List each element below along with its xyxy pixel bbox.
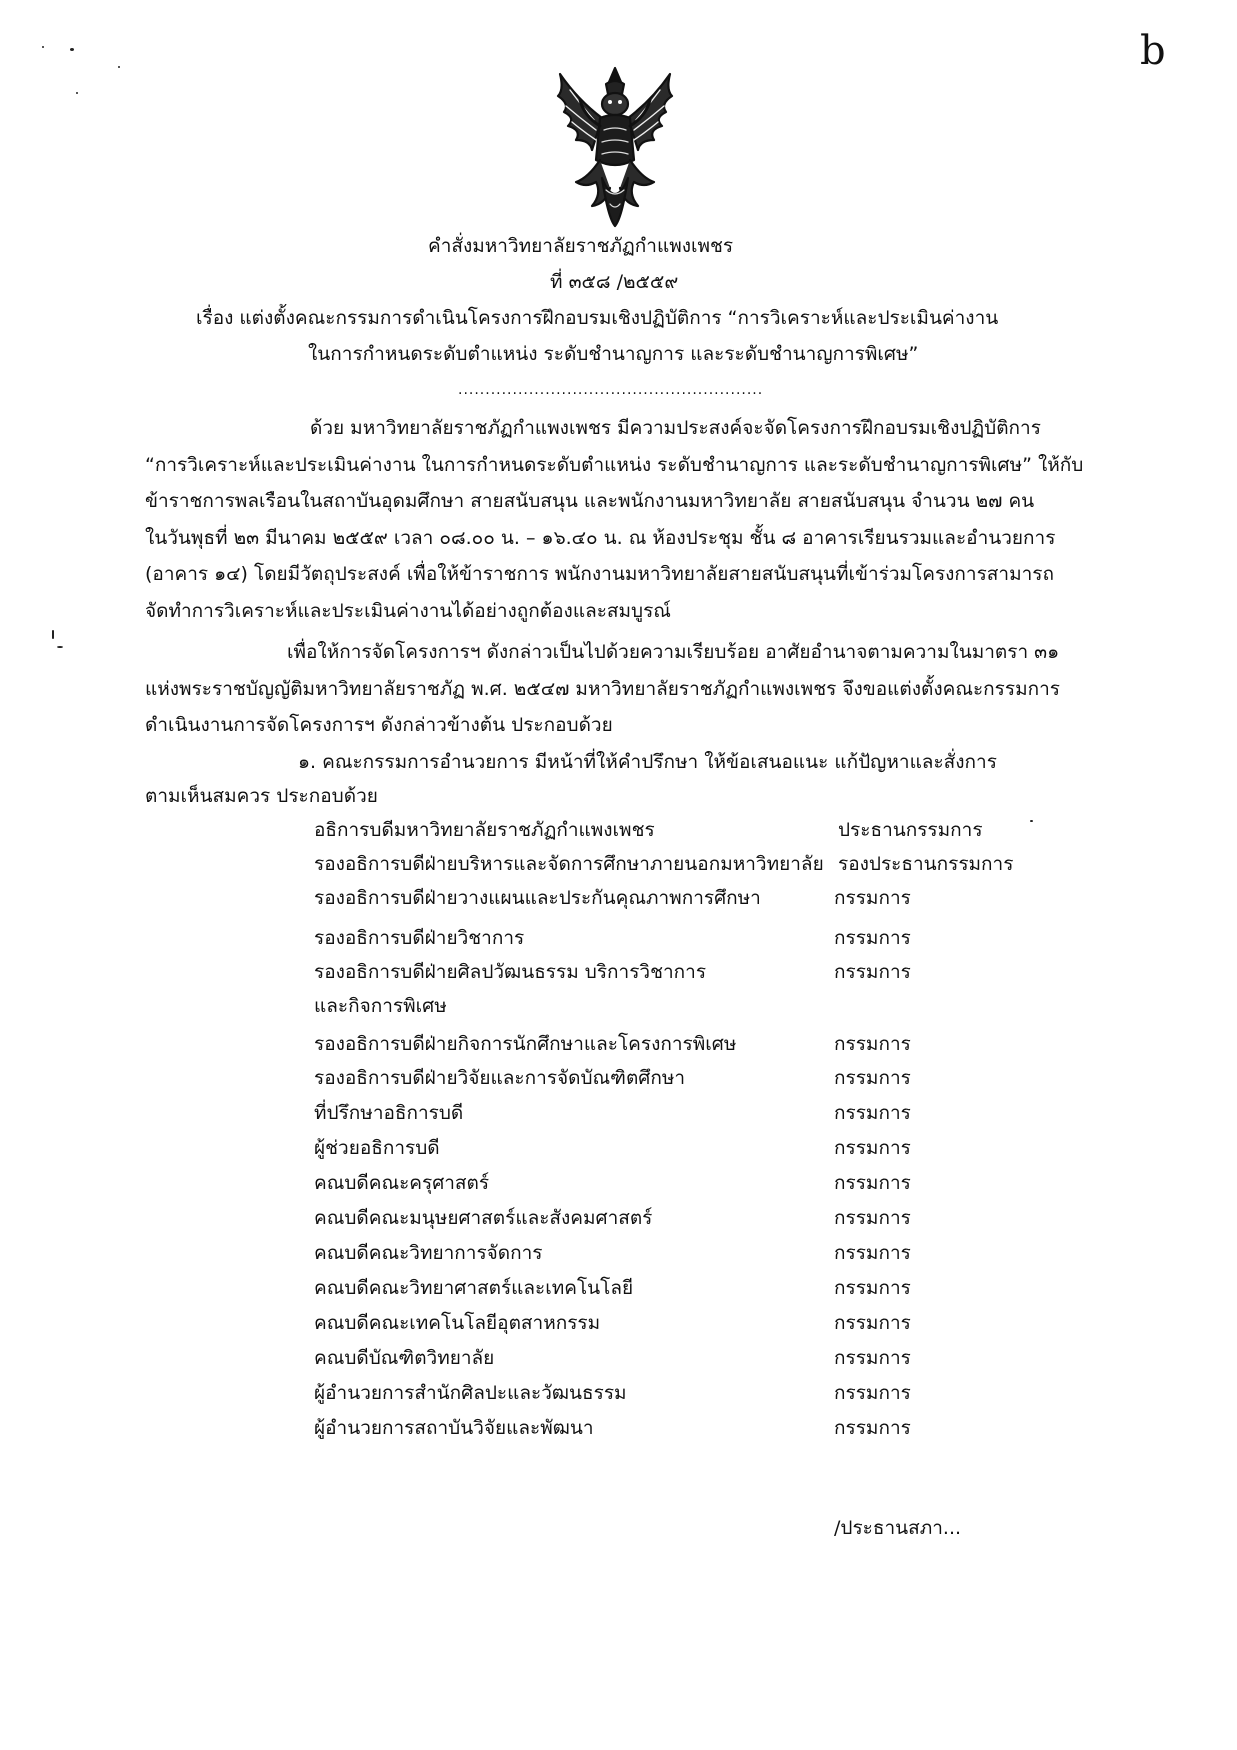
paragraph-line: (อาคาร ๑๔) โดยมีวัตถุประสงค์ เพื่อให้ข้าราชการ พนักงานมหาวิทยาลัยสายสนับสนุนที่เข้าร่วมโครงการสามารถ xyxy=(145,563,1054,585)
paragraph-line: “การวิเคราะห์และประเมินค่างาน ในการกำหนดระดับตำแหน่ง ระดับชำนาญการ และระดับชำนาญการพิเศษ” ให้กับ xyxy=(145,453,1084,476)
member-position: รองอธิการบดีฝ่ายวางแผนและประกันคุณภาพการศึกษา xyxy=(314,887,761,909)
member-role: ประธานกรรมการ xyxy=(838,819,983,841)
scan-speck xyxy=(57,646,63,648)
member-row xyxy=(314,991,1094,1025)
section-1-heading: ๑. คณะกรรมการอำนวยการ มีหน้าที่ให้คำปรึกษา ให้ข้อเสนอแนะ แก้ปัญหาและสั่งการ xyxy=(298,751,997,773)
member-row xyxy=(314,1133,1094,1167)
paragraph-authority xyxy=(145,634,1065,744)
scan-speck xyxy=(76,92,78,94)
scan-speck xyxy=(70,48,74,51)
subject-line-1: เรื่อง แต่งตั้งคณะกรรมการดำเนินโครงการฝึกอบรมเชิงปฏิบัติการ “การวิเคราะห์และประเมินค่างาน xyxy=(196,307,999,329)
member-position: รองอธิการบดีฝ่ายกิจการนักศึกษาและโครงการพิเศษ xyxy=(314,1033,737,1055)
paragraph-line: ด้วย มหาวิทยาลัยราชภัฏกำแพงเพชร มีความประสงค์จะจัดโครงการฝึกอบรมเชิงปฏิบัติการ xyxy=(310,417,1041,439)
member-row xyxy=(314,1029,1094,1063)
member-role: กรรมการ xyxy=(834,1277,911,1299)
subject-line-2: ในการกำหนดระดับตำแหน่ง ระดับชำนาญการ และระดับชำนาญการพิเศษ” xyxy=(308,343,919,365)
member-position: คณบดีคณะวิทยาการจัดการ xyxy=(314,1242,543,1264)
member-position: คณบดีคณะวิทยาศาสตร์และเทคโนโลยี xyxy=(314,1277,634,1299)
member-role: กรรมการ xyxy=(834,1312,911,1334)
member-role: กรรมการ xyxy=(834,1033,911,1055)
member-row xyxy=(314,923,1094,957)
paragraph-line: ในวันพุธที่ ๒๓ มีนาคม ๒๕๕๙ เวลา ๐๘.๐๐ น. – ๑๖.๔๐ น. ณ ห้องประชุม ชั้น ๘ อาคารเรียนรวมและอำนวยการ xyxy=(145,526,1056,549)
paragraph-line: แห่งพระราชบัญญัติมหาวิทยาลัยราชภัฏ พ.ศ. ๒๕๔๗ มหาวิทยาลัยราชภัฏกำแพงเพชร จึงขอแต่งตั้งคณะกรรมการ xyxy=(145,677,1060,700)
section-1-subheading: ตามเห็นสมควร ประกอบด้วย xyxy=(145,785,378,807)
member-role: กรรมการ xyxy=(834,887,911,909)
member-row xyxy=(314,1273,1094,1307)
member-position: อธิการบดีมหาวิทยาลัยราชภัฏกำแพงเพชร xyxy=(314,819,655,841)
member-row xyxy=(314,849,1094,883)
paragraph-line: ดำเนินงานการจัดโครงการฯ ดังกล่าวข้างต้น ประกอบด้วย xyxy=(145,714,613,736)
separator-dots: ........................................................ xyxy=(458,382,764,398)
member-role: กรรมการ xyxy=(834,927,911,949)
member-row xyxy=(314,1378,1094,1412)
member-row xyxy=(314,815,1094,849)
member-position: คณบดีคณะมนุษยศาสตร์และสังคมศาสตร์ xyxy=(314,1207,653,1229)
scan-speck xyxy=(42,46,44,48)
member-role: กรรมการ xyxy=(834,1172,911,1194)
member-position: ผู้ช่วยอธิการบดี xyxy=(314,1137,440,1159)
member-position: คณบดีคณะครุศาสตร์ xyxy=(314,1172,490,1194)
continuation-note: /ประธานสภา... xyxy=(834,1517,962,1539)
member-role: กรรมการ xyxy=(834,1382,911,1404)
member-row xyxy=(314,1203,1094,1237)
paragraph-intro xyxy=(145,410,1084,629)
member-role: กรรมการ xyxy=(834,1067,911,1089)
member-row xyxy=(314,1413,1094,1447)
member-role: กรรมการ xyxy=(834,1242,911,1264)
member-position: รองอธิการบดีฝ่ายวิชาการ xyxy=(314,927,525,949)
paragraph-line: ข้าราชการพลเรือนในสถาบันอุดมศึกษา สายสนับสนุน และพนักงานมหาวิทยาลัย สายสนับสนุน จำนวน ๒๗ คน xyxy=(145,490,1035,512)
scan-speck xyxy=(118,66,120,68)
page-number-mark: b xyxy=(1140,28,1166,74)
member-role: กรรมการ xyxy=(834,1102,911,1124)
member-row xyxy=(314,957,1094,991)
member-position: และกิจการพิเศษ xyxy=(314,995,447,1017)
member-row xyxy=(314,1238,1094,1272)
member-position: รองอธิการบดีฝ่ายศิลปวัฒนธรรม บริการวิชาการ xyxy=(314,961,707,983)
member-row xyxy=(314,1098,1094,1132)
member-position: รองอธิการบดีฝ่ายวิจัยและการจัดบัณฑิตศึกษา xyxy=(314,1067,686,1089)
member-role: กรรมการ xyxy=(834,1207,911,1229)
member-position: คณบดีคณะเทคโนโลยีอุตสาหกรรม xyxy=(314,1312,601,1334)
order-number: ที่ ๓๕๘ /๒๕๕๙ xyxy=(550,271,679,293)
member-position: ผู้อำนวยการสถาบันวิจัยและพัฒนา xyxy=(314,1417,594,1439)
member-role: รองประธานกรรมการ xyxy=(838,853,1014,875)
member-row xyxy=(314,1308,1094,1342)
member-row xyxy=(314,883,1094,917)
member-role: กรรมการ xyxy=(834,1137,911,1159)
order-issuer: คำสั่งมหาวิทยาลัยราชภัฏกำแพงเพชร xyxy=(428,235,734,257)
member-role: กรรมการ xyxy=(834,961,911,983)
member-position: ที่ปรึกษาอธิการบดี xyxy=(314,1102,464,1124)
paragraph-line: เพื่อให้การจัดโครงการฯ ดังกล่าวเป็นไปด้วยความเรียบร้อย อาศัยอำนาจตามความในมาตรา ๓๑ xyxy=(287,641,1060,663)
member-row xyxy=(314,1343,1094,1377)
member-row xyxy=(314,1168,1094,1202)
member-row xyxy=(314,1063,1094,1097)
member-position: ผู้อำนวยการสำนักศิลปะและวัฒนธรรม xyxy=(314,1382,627,1404)
member-position: คณบดีบัณฑิตวิทยาลัย xyxy=(314,1347,495,1369)
scan-speck xyxy=(52,630,54,639)
member-role: กรรมการ xyxy=(834,1417,911,1439)
member-position: รองอธิการบดีฝ่ายบริหารและจัดการศึกษาภายนอกมหาวิทยาลัย xyxy=(314,853,824,875)
member-role: กรรมการ xyxy=(834,1347,911,1369)
paragraph-line: จัดทำการวิเคราะห์และประเมินค่างานได้อย่างถูกต้องและสมบูรณ์ xyxy=(145,599,671,622)
garuda-emblem-icon xyxy=(530,60,700,230)
